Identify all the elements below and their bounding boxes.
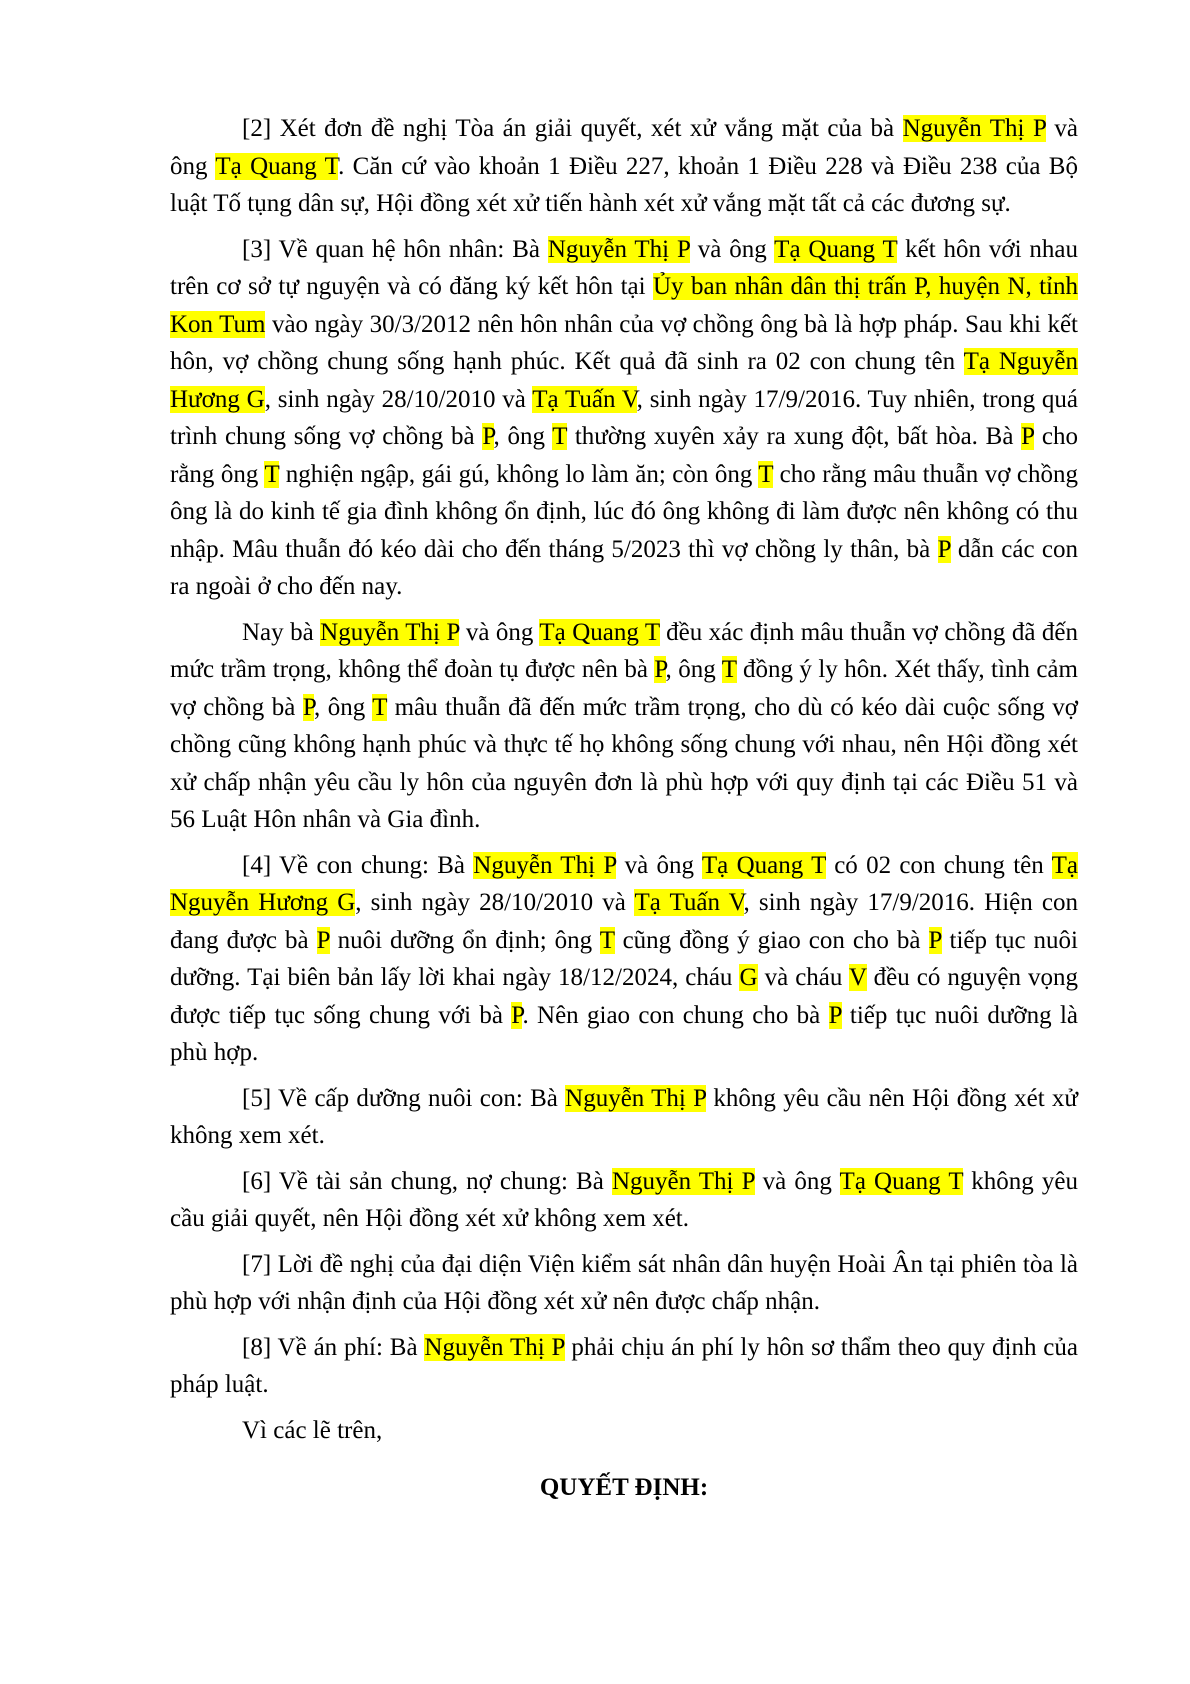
text-run: có 02 con chung tên	[825, 851, 1052, 879]
document-body	[170, 110, 1078, 1449]
paragraph	[170, 110, 1078, 223]
highlighted-name: Tạ Tuấn V	[634, 889, 744, 916]
highlighted-name: P	[511, 1001, 523, 1029]
highlighted-name: Tạ Quang T	[215, 152, 339, 180]
highlighted-name: T	[758, 460, 774, 488]
highlighted-name: Nguyễn Thị P	[902, 115, 1046, 142]
text-run: thường xuyên xảy ra xung đột, bất hòa. Bà	[567, 423, 1022, 450]
text-run: , sinh ngày 17/9/2016. Hiện con đang được bà	[170, 889, 1078, 954]
highlighted-name: T	[372, 693, 388, 721]
text-run: đều có nguyện vọng được tiếp tục sống chung với bà	[170, 964, 1078, 1029]
paragraph	[170, 231, 1078, 606]
highlighted-name: Tạ Quang T	[539, 618, 660, 646]
text-run: , sinh ngày 28/10/2010 và	[355, 889, 635, 916]
text-run: [6] Về tài sản chung, nợ chung: Bà	[242, 1167, 612, 1195]
highlighted-name: Tạ Nguyễn Hương G	[170, 851, 1078, 916]
paragraph	[170, 847, 1078, 1072]
text-run: tiếp tục nuôi dưỡng là phù hợp.	[170, 1001, 1078, 1066]
text-run: và ông	[754, 1167, 840, 1195]
highlighted-name: Nguyễn Thị P	[473, 851, 617, 879]
highlighted-name: P	[1021, 423, 1035, 450]
text-run: , ông	[314, 693, 373, 721]
text-run: [2] Xét đơn đề nghị Tòa án giải quyết, xét xử vắng mặt của bà	[242, 115, 903, 142]
paragraph	[170, 1163, 1078, 1238]
text-run: nghiện ngập, gái gú, không lo làm ăn; còn ông	[279, 460, 759, 488]
text-run: [5] Về cấp dưỡng nuôi con: Bà	[242, 1084, 566, 1112]
text-run: và ông	[459, 618, 540, 646]
text-run: , sinh ngày 17/9/2016. Tuy nhiên, trong quá trình chung sống vợ chồng bà	[170, 385, 1078, 450]
highlighted-name: P	[937, 535, 951, 563]
highlighted-name: P	[828, 1001, 842, 1029]
text-run: cho rằng ông	[170, 423, 1078, 488]
text-run: Nay bà	[242, 618, 321, 646]
text-run: [7] Lời đề nghị của đại diện Viện kiểm sát nhân dân huyện Hoài Ân tại phiên tòa là phù hợp với nhận định của Hội đồng xét xử nên được chấp nhận.	[170, 1250, 1078, 1315]
highlighted-name: Nguyễn Thị P	[547, 235, 690, 263]
highlighted-name: P	[316, 926, 330, 954]
paragraph	[170, 1329, 1078, 1404]
text-run: vào ngày 30/3/2012 nên hôn nhân của vợ chồng ông bà là hợp pháp. Sau khi kết hôn, vợ chồng chung sống hạnh phúc. Kết quả đã sinh ra 02 con chung tên	[170, 310, 1078, 375]
highlighted-name: T	[264, 460, 280, 488]
paragraph	[170, 1080, 1078, 1155]
highlighted-name: Nguyễn Thị P	[424, 1333, 565, 1361]
highlighted-name: Tạ Quang T	[774, 235, 898, 263]
text-run: và cháu	[757, 964, 849, 991]
highlighted-name: Tạ Tuấn V	[532, 385, 637, 413]
highlighted-name: Nguyễn Thị P	[320, 618, 460, 646]
text-run: đều xác định mâu thuẫn vợ chồng đã đến mức trầm trọng, không thể đoàn tụ được nên bà	[170, 618, 1078, 683]
text-run: kết hôn với nhau trên cơ sở tự nguyện và có đăng ký kết hôn tại	[170, 235, 1078, 300]
text-run: phải chịu án phí ly hôn sơ thẩm theo quy định của pháp luật.	[170, 1333, 1078, 1398]
paragraph	[170, 1246, 1078, 1321]
paragraph	[170, 1412, 1078, 1450]
highlighted-name: P	[654, 656, 666, 683]
text-run: không yêu cầu giải quyết, nên Hội đồng xét xử không xem xét.	[170, 1167, 1078, 1232]
decision-heading: QUYẾT ĐỊNH:	[539, 1474, 709, 1501]
text-run: [4] Về con chung: Bà	[242, 851, 474, 879]
highlighted-name: Tạ Nguyễn Hương G	[170, 348, 1078, 413]
text-run: [3] Về quan hệ hôn nhân: Bà	[242, 235, 548, 263]
document-page	[170, 110, 1078, 1507]
highlighted-name: Tạ Quang T	[839, 1167, 964, 1195]
text-run: tiếp tục nuôi dưỡng. Tại biên bản lấy lời khai ngày 18/12/2024, cháu	[170, 926, 1079, 991]
highlighted-name: Tạ Quang T	[701, 851, 826, 879]
highlighted-name: P	[302, 693, 314, 721]
text-run: , sinh ngày 28/10/2010 và	[264, 385, 533, 413]
text-run: và ông	[689, 235, 775, 263]
text-run: Vì các lẽ trên,	[242, 1416, 383, 1444]
highlighted-name: Ủy ban nhân dân thị trấn P, huyện N, tỉnh Kon Tum	[170, 273, 1078, 338]
text-run: nuôi dưỡng ổn định; ông	[329, 926, 600, 954]
highlighted-name: T	[552, 423, 568, 450]
paragraph	[170, 614, 1078, 839]
highlighted-name: Nguyễn Thị P	[565, 1084, 707, 1112]
text-run: không yêu cầu nên Hội đồng xét xử không xem xét.	[170, 1084, 1078, 1149]
text-run: đồng ý ly hôn. Xét thấy, tình cảm vợ chồng bà	[170, 656, 1078, 721]
highlighted-name: V	[848, 964, 867, 991]
highlighted-name: T	[599, 926, 615, 954]
highlighted-name: P	[928, 926, 942, 954]
highlighted-name: T	[721, 656, 737, 683]
text-run: cũng đồng ý giao con cho bà	[614, 926, 929, 954]
highlighted-name: P	[482, 423, 494, 450]
text-run: dẫn các con ra ngoài ở cho đến nay.	[170, 535, 1078, 600]
text-run: mâu thuẫn đã đến mức trầm trọng, cho dù có kéo dài cuộc sống vợ chồng cũng không hạnh phúc và thực tế họ không sống chung với nhau, nên Hội đồng xét xử chấp nhận yêu cầu ly hôn của nguyên đơn là phù hợp với quy định tại các Điều 51 và 56 Luật Hôn nhân và Gia đình.	[170, 693, 1078, 833]
text-run: [8] Về án phí: Bà	[242, 1333, 425, 1361]
text-run: và ông	[170, 115, 1078, 180]
highlighted-name: G	[739, 964, 758, 991]
text-run: . Nên giao con chung cho bà	[522, 1001, 829, 1029]
text-run: , ông	[665, 656, 722, 683]
text-run: cho rằng mâu thuẫn vợ chồng ông là do kinh tế gia đình không ổn định, lúc đó ông không đi làm được nên không có thu nhập. Mâu thuẫn đó kéo dài cho đến tháng 5/2023 thì vợ chồng ly thân, bà	[170, 460, 1078, 563]
text-run: và ông	[616, 851, 702, 879]
text-run: . Căn cứ vào khoản 1 Điều 227, khoản 1 Điều 228 và Điều 238 của Bộ luật Tố tụng dân sự, Hội đồng xét xử tiến hành xét xử vắng mặt tất cả các đương sự.	[170, 152, 1078, 217]
highlighted-name: Nguyễn Thị P	[611, 1167, 755, 1195]
text-run: , ông	[493, 423, 553, 450]
